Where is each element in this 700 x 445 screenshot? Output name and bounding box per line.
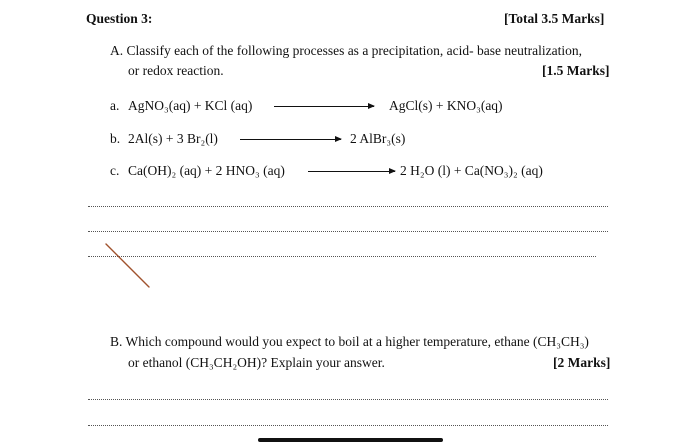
reaction-c-arrow [308,171,395,172]
total-marks: [Total 3.5 Marks] [504,11,605,26]
reaction-a-arrow [274,106,374,107]
answer-line-b2[interactable] [88,425,608,426]
home-indicator-bar[interactable] [258,438,443,442]
reaction-c-letter: c. [110,163,120,178]
part-a-prompt-line2: or redox reaction. [128,63,224,78]
part-a-prompt-line1: A. Classify each of the following processes as a precipitation, acid- base neutralization, [110,43,582,58]
part-b-prompt-line2: or ethanol (CH₃CH₂OH)? Explain your answer. [128,355,385,370]
reaction-b-letter: b. [110,131,121,146]
pen-stroke-annotation [100,240,155,292]
answer-line-b1[interactable] [88,399,608,400]
answer-line-a1[interactable] [88,206,608,207]
reaction-a-reactants: AgNO₃(aq) + KCl (aq) [128,98,253,113]
answer-line-a3[interactable] [88,256,596,257]
answer-line-a2[interactable] [88,231,608,232]
reaction-a-letter: a. [110,98,120,113]
reaction-b-reactants: 2Al(s) + 3 Br₂(l) [128,131,218,146]
part-a-marks: [1.5 Marks] [542,63,610,78]
reaction-b-arrow [240,139,341,140]
reaction-a-products: AgCl(s) + KNO₃(aq) [389,98,503,113]
part-b-prompt-line1: B. Which compound would you expect to boil at a higher temperature, ethane (CH₃CH₃) [110,334,589,349]
question-title: Question 3: [86,11,153,26]
reaction-c-reactants: Ca(OH)₂ (aq) + 2 HNO₃ (aq) [128,163,285,178]
reaction-b-products: 2 AlBr₃(s) [350,131,406,146]
reaction-c-products: 2 H₂O (l) + Ca(NO₃)₂ (aq) [400,163,543,178]
part-b-marks: [2 Marks] [553,355,611,370]
